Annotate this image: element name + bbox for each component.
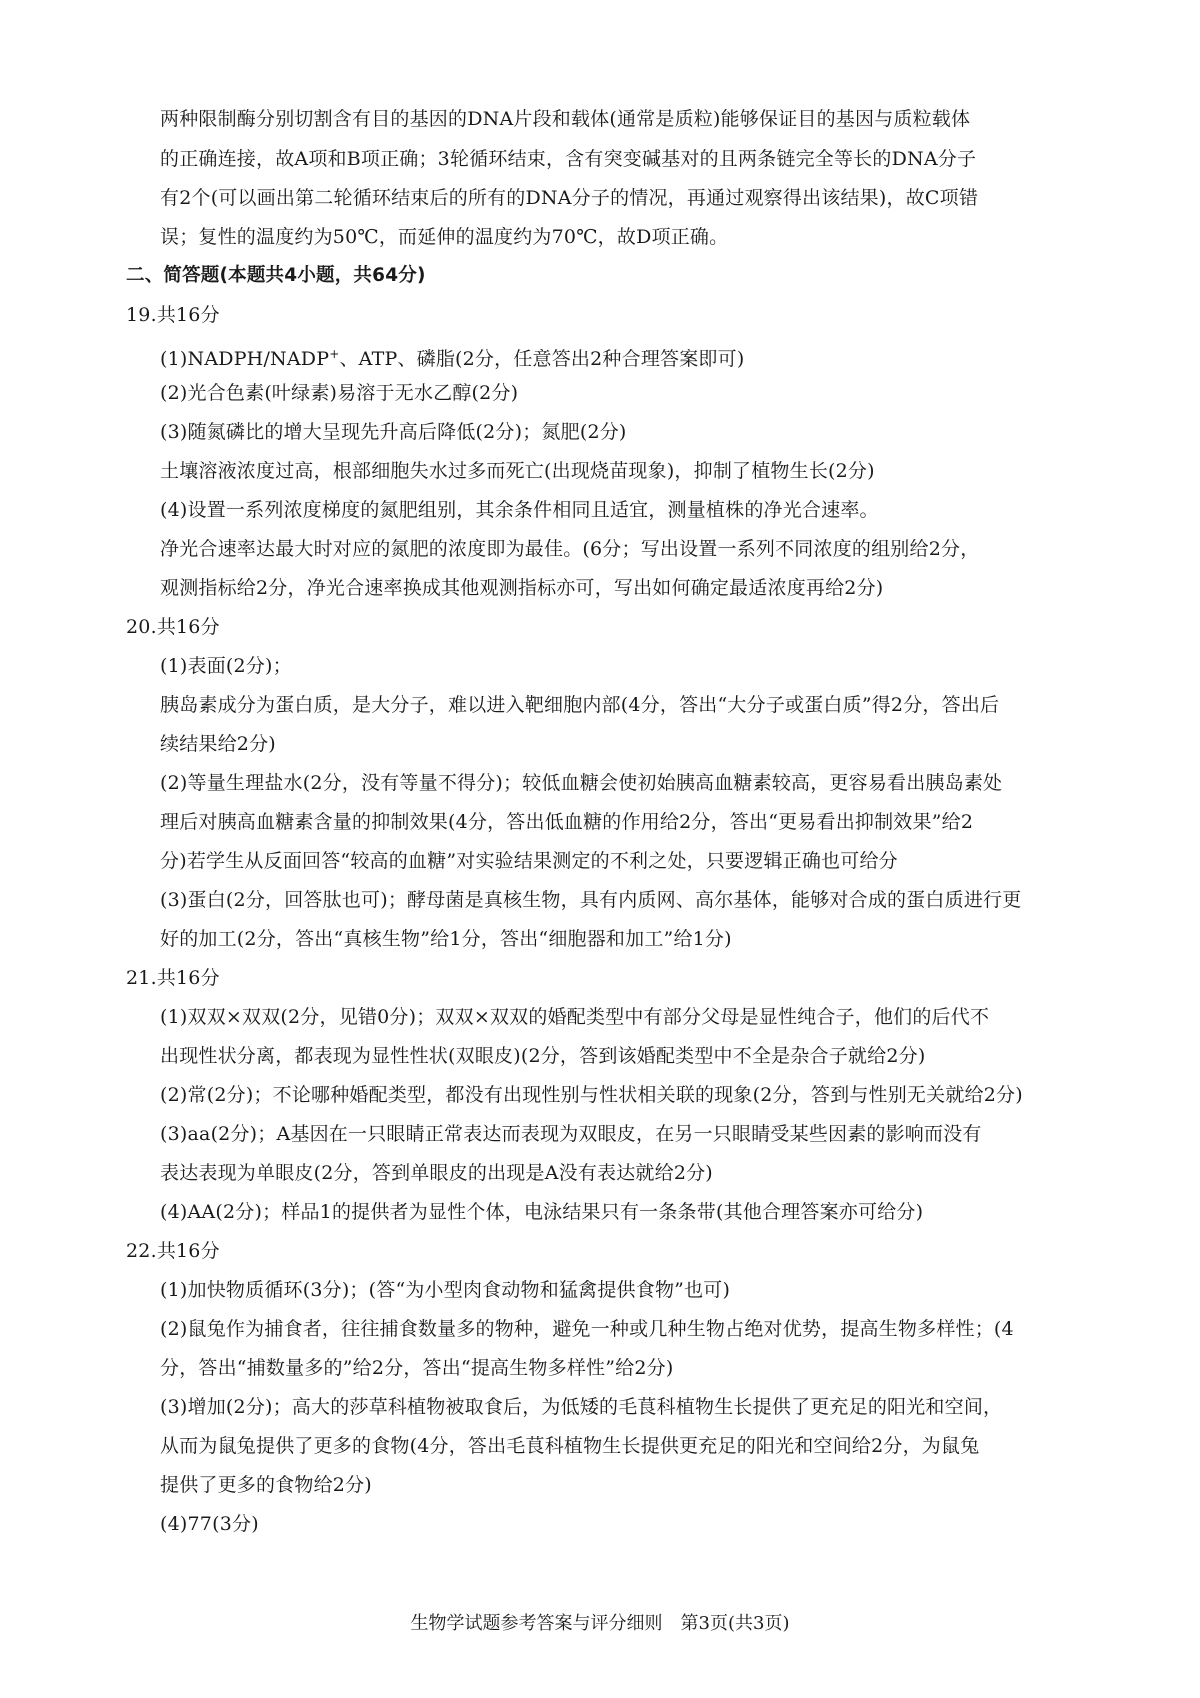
q22-line: 分，答出“捕数量多的”给2分，答出“提高生物多样性”给2分)	[160, 1357, 674, 1379]
page-footer: 生物学试题参考答案与评分细则 第3页(共3页)	[410, 1613, 790, 1634]
q19-text: (1)NADPH/NADP	[160, 348, 330, 370]
q20-line: (1)表面(2分)；	[160, 655, 292, 677]
q22-line: 从而为鼠兔提供了更多的食物(4分，答出毛茛科植物生长提供更充足的阳光和空间给2分，为鼠兔	[160, 1435, 980, 1457]
q21-line: 出现性状分离，都表现为显性性状(双眼皮)(2分，答到该婚配类型中不全是杂合子就给2分)	[160, 1045, 926, 1067]
q19-line: 净光合速率达最大时对应的氮肥的浓度即为最佳。(6分；写出设置一系列不同浓度的组别给2分，	[160, 538, 980, 560]
q20-line: 续结果给2分)	[160, 733, 276, 755]
q21-line: (2)常(2分)；不论哪种婚配类型，都没有出现性别与性状相关联的现象(2分，答到与性别无关就给2分)	[160, 1084, 1023, 1106]
q20-line: 好的加工(2分，答出“真核生物”给1分，答出“细胞器和加工”给1分)	[160, 928, 732, 950]
q21-title: 21.共16分	[126, 967, 220, 989]
q19-superscript: +	[329, 347, 340, 361]
q19-line: (3)随氮磷比的增大呈现先升高后降低(2分)；氮肥(2分)	[160, 421, 627, 443]
q22-line: (4)77(3分)	[160, 1513, 259, 1535]
q20-line: 分)若学生从反面回答“较高的血糖”对实验结果测定的不利之处，只要逻辑正确也可给分	[160, 850, 898, 872]
intro-line: 有2个(可以画出第二轮循环结束后的所有的DNA分子的情况，再通过观察得出该结果)，故C项错	[160, 187, 979, 209]
q21-line: 表达表现为单眼皮(2分，答到单眼皮的出现是A没有表达就给2分)	[160, 1162, 713, 1184]
q20-line: (3)蛋白(2分，回答肽也可)；酵母菌是真核生物，具有内质网、高尔基体，能够对合成的蛋白质进行更	[160, 889, 1022, 911]
intro-line: 的正确连接，故A项和B项正确；3轮循环结束，含有突变碱基对的且两条链完全等长的DNA分子	[160, 148, 977, 170]
q21-line: (3)aa(2分)；A基因在一只眼睛正常表达而表现为双眼皮，在另一只眼睛受某些因素的影响而没有	[160, 1123, 982, 1145]
q19-line	[160, 341, 744, 372]
q21-line: (1)双双×双双(2分，见错0分)；双双×双双的婚配类型中有部分父母是显性纯合子，他们的后代不	[160, 1006, 990, 1028]
q22-line: (3)增加(2分)；高大的莎草科植物被取食后，为低矮的毛茛科植物生长提供了更充足的阳光和空间，	[160, 1396, 1003, 1418]
intro-line: 两种限制酶分别切割含有目的基因的DNA片段和载体(通常是质粒)能够保证目的基因与质粒载体	[160, 108, 971, 130]
q20-line: 胰岛素成分为蛋白质，是大分子，难以进入靶细胞内部(4分，答出“大分子或蛋白质”得2分，答出后	[160, 694, 1000, 716]
q22-line: (2)鼠兔作为捕食者，往往捕食数量多的物种，避免一种或几种生物占绝对优势，提高生物多样性；(4	[160, 1318, 1014, 1340]
q19-line: 观测指标给2分，净光合速率换成其他观测指标亦可，写出如何确定最适浓度再给2分)	[160, 577, 884, 599]
q20-title: 20.共16分	[126, 616, 220, 638]
q20-line: (2)等量生理盐水(2分，没有等量不得分)；较低血糖会使初始胰高血糖素较高，更容易看出胰岛素处	[160, 772, 1003, 794]
q19-title: 19.共16分	[126, 304, 220, 326]
q19-line: 土壤溶液浓度过高，根部细胞失水过多而死亡(出现烧苗现象)，抑制了植物生长(2分)	[160, 460, 875, 482]
q20-line: 理后对胰高血糖素含量的抑制效果(4分，答出低血糖的作用给2分，答出“更易看出抑制效果”给2	[160, 811, 974, 833]
q19-text: 、ATP、磷脂(2分，任意答出2种合理答案即可)	[339, 348, 745, 370]
q22-line: 提供了更多的食物给2分)	[160, 1474, 372, 1496]
section-heading: 二、简答题(本题共4小题，共64分)	[126, 265, 426, 286]
intro-line: 误；复性的温度约为50℃，而延伸的温度约为70℃，故D项正确。	[160, 226, 729, 248]
q22-title: 22.共16分	[126, 1240, 220, 1262]
q19-line: (2)光合色素(叶绿素)易溶于无水乙醇(2分)	[160, 382, 519, 404]
q19-line: (4)设置一系列浓度梯度的氮肥组别，其余条件相同且适宜，测量植株的净光合速率。	[160, 499, 879, 521]
q22-line: (1)加快物质循环(3分)；(答“为小型肉食动物和猛禽提供食物”也可)	[160, 1279, 731, 1301]
q21-line: (4)AA(2分)；样品1的提供者为显性个体，电泳结果只有一条条带(其他合理答案亦可给分)	[160, 1201, 924, 1223]
